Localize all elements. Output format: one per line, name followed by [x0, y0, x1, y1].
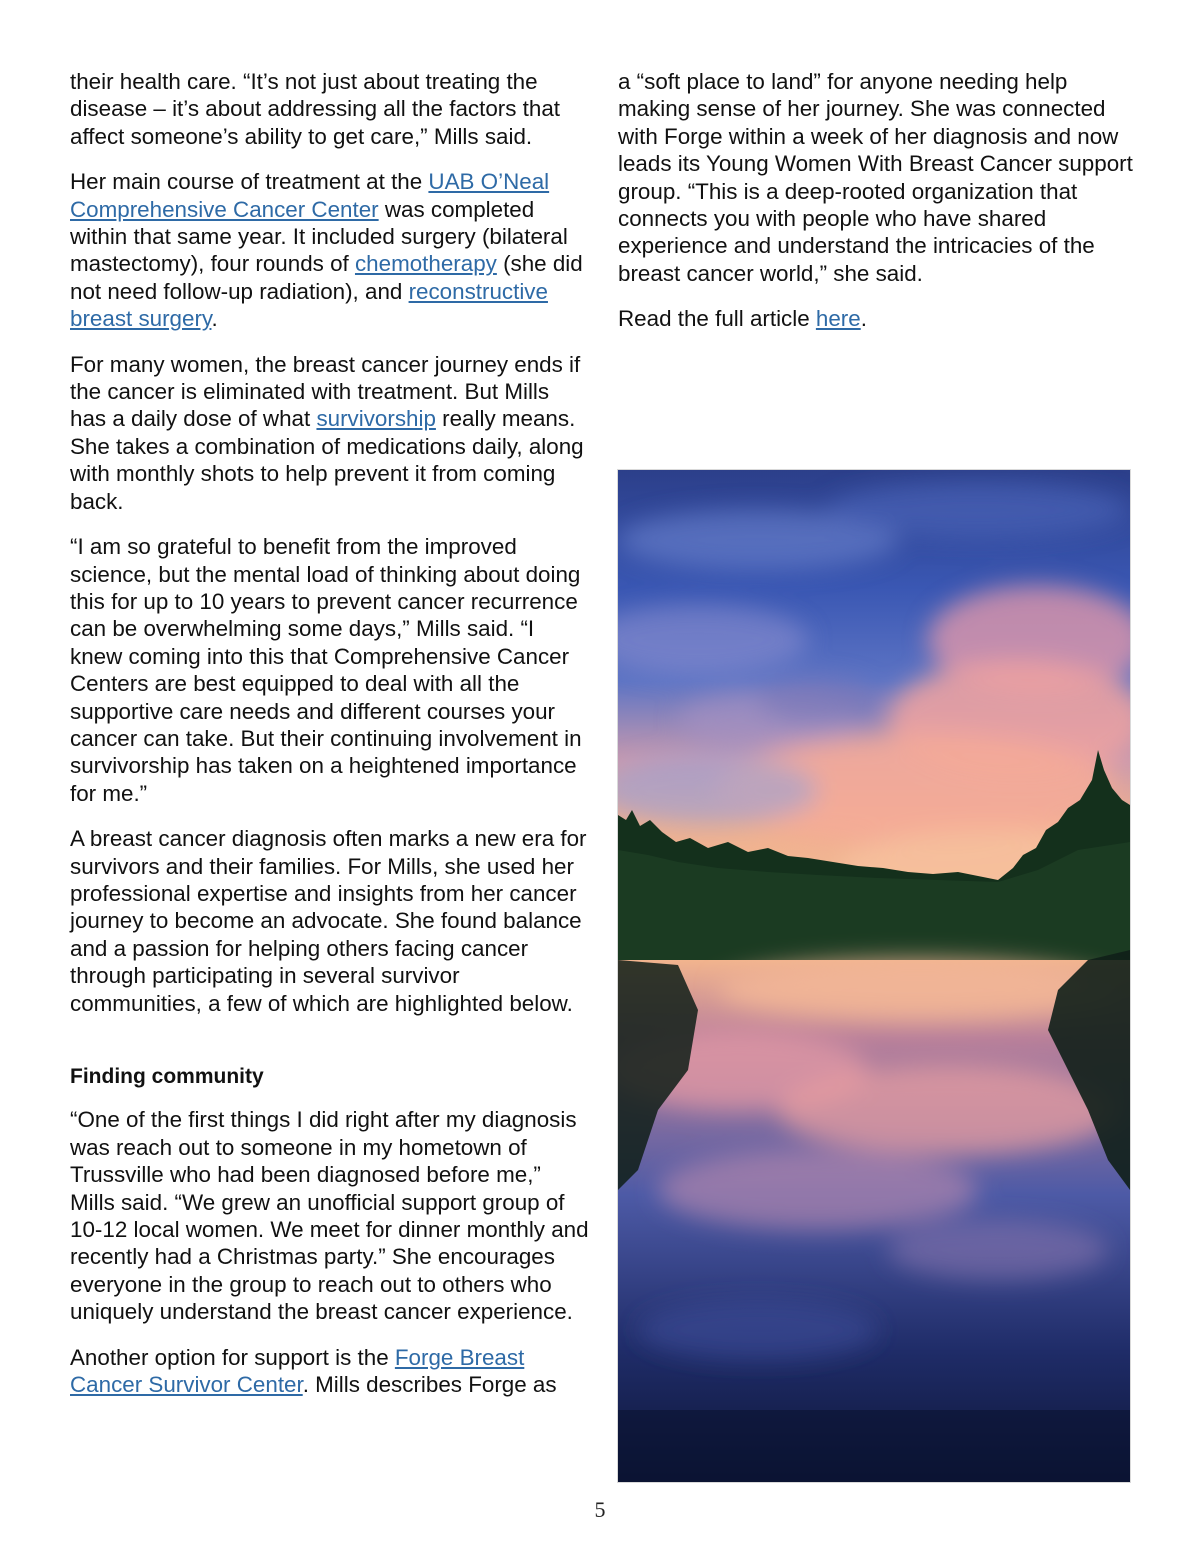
text-segment: really means. She takes a combination of medications daily, along with monthly shots to help prevent it from coming back.: [70, 406, 584, 514]
text-segment: (she did not need follow-up radiation), and: [70, 251, 583, 304]
lake-sunset-illustration: [618, 470, 1130, 1482]
section-heading: Finding community: [70, 1065, 264, 1088]
right-column: [618, 68, 1138, 351]
text-segment: .: [211, 306, 218, 332]
text-segment: was completed within that same year. It included surgery (bilateral mastectomy), four rounds of: [70, 196, 568, 277]
forge-center-link[interactable]: Forge Breast Cancer Survivor Center: [70, 1344, 525, 1398]
text-segment: For many women, the breast cancer journey ends if the cancer is eliminated with treatment. But Mills has a daily dose of what: [70, 351, 581, 432]
water-foreground: [618, 1410, 1130, 1482]
survivorship-link[interactable]: survivorship: [316, 406, 436, 432]
here-link[interactable]: here: [815, 306, 861, 332]
paragraph-forge: [70, 1344, 590, 1399]
paragraph-read-more: [618, 305, 1138, 332]
paragraph-health-care: their health care. “It’s not just about treating the disease – it’s about addressing all the factors that affect someone’s ability to get care,” Mills said.: [70, 69, 560, 149]
paragraph-quote-grateful: “I am so grateful to benefit from the improved science, but the mental load of thinking about doing this for up to 10 years to prevent cancer recurrence can be overwhelming some days,” Mills said. “I knew coming into this that Comprehensive Cancer Centers are best equipped to deal with all the supportive care needs and different courses your cancer can take. But their continuing involvement in survivorship has taken on a heightened importance for me.”: [70, 534, 582, 806]
text-segment: Her main course of treatment at the: [70, 169, 429, 195]
paragraph-support-group: “One of the first things I did right after my diagnosis was reach out to someone in my hometown of Trussville who had been diagnosed before me,” Mills said. “We grew an unofficial support group of 10-12 local women. We meet for dinner monthly and recently had a Christmas party.” She encourages everyone in the group to reach out to others who uniquely understand the breast cancer experience.: [70, 1107, 589, 1325]
text-segment: . Mills describes Forge as: [302, 1372, 557, 1398]
chemotherapy-link[interactable]: chemotherapy: [354, 251, 497, 277]
page-number: 5: [594, 1497, 606, 1522]
paragraph-treatment: [70, 168, 590, 332]
paragraph-survivorship: [70, 351, 590, 515]
paragraph-soft-place: a “soft place to land” for anyone needing help making sense of her journey. She was connected with Forge within a week of her diagnosis and now leads its Young Women With Breast Cancer support group. “This is a deep-rooted organization that connects you with people who have shared experience and understand the intricacies of the breast cancer world,” she said.: [618, 69, 1133, 286]
uab-oneal-link[interactable]: UAB O’Neal Comprehensive Cancer Center: [70, 169, 550, 222]
left-column: [70, 68, 590, 1416]
text-segment: .: [860, 306, 867, 332]
lake-sunset-photo: [618, 470, 1130, 1482]
text-segment: Another option for support is the: [70, 1344, 395, 1370]
paragraph-new-era: A breast cancer diagnosis often marks a new era for survivors and their families. For Mills, she used her professional expertise and insights from her cancer journey to become an advocate. She found balance and a passion for helping others facing cancer through participating in several survivor communities, a few of which are highlighted below.: [70, 826, 587, 1016]
reconstructive-surgery-link[interactable]: reconstructive breast surgery: [70, 278, 548, 332]
text-segment: Read the full article: [618, 306, 816, 332]
